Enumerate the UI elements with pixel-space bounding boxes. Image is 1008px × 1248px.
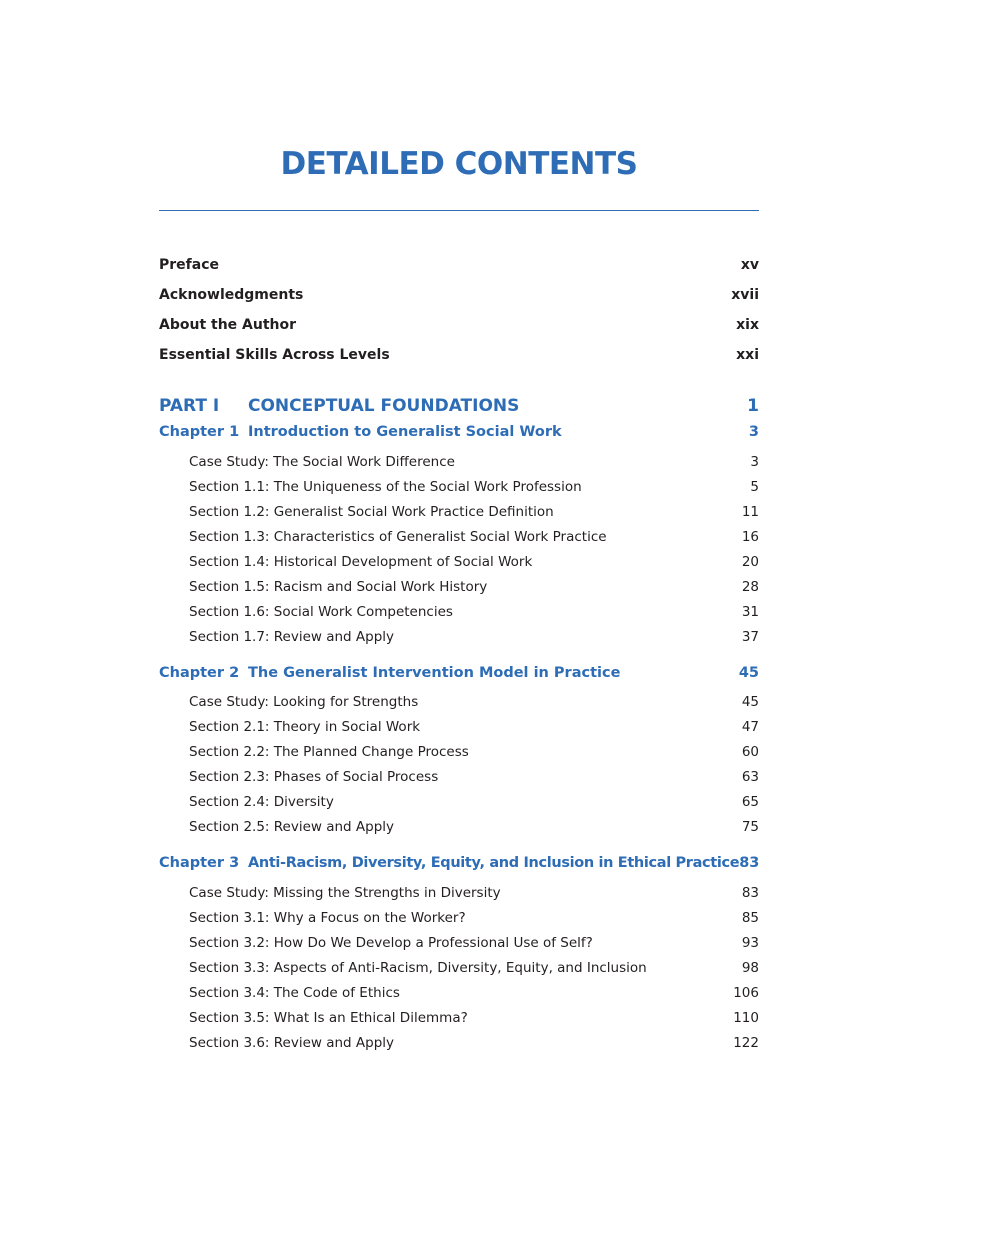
toc-chapter-2[interactable]: [159, 665, 759, 681]
toc-section[interactable]: [159, 769, 759, 785]
toc-section[interactable]: [159, 579, 759, 595]
toc-section[interactable]: [159, 985, 759, 1001]
toc-section[interactable]: [159, 454, 759, 470]
toc-section[interactable]: [159, 1010, 759, 1026]
section-title: Case Study: The Social Work Difference: [189, 454, 455, 470]
toc-section[interactable]: [159, 885, 759, 901]
entry-page: xxi: [736, 347, 759, 363]
section-page: 63: [741, 769, 759, 785]
section-page: 83: [741, 885, 759, 901]
toc-section[interactable]: [159, 629, 759, 645]
entry-title: About the Author: [159, 317, 297, 333]
toc-section[interactable]: [159, 910, 759, 926]
title-divider: [159, 210, 759, 211]
section-page: 106: [733, 985, 759, 1001]
section-page: 110: [733, 1010, 759, 1026]
page-title: DETAILED CONTENTS: [280, 146, 638, 182]
toc-section[interactable]: [159, 794, 759, 810]
section-page: 60: [741, 744, 759, 760]
toc-section[interactable]: [159, 1035, 759, 1051]
section-page: 93: [741, 935, 759, 951]
chapter-title: The Generalist Intervention Model in Practice: [248, 665, 621, 681]
section-title: Section 3.3: Aspects of Anti-Racism, Diversity, Equity, and Inclusion: [189, 960, 647, 976]
toc-section[interactable]: [159, 554, 759, 570]
section-title: Section 1.1: The Uniqueness of the Social Work Profession: [189, 479, 582, 495]
section-title: Section 1.2: Generalist Social Work Practice Definition: [189, 504, 554, 520]
toc-section[interactable]: [159, 604, 759, 620]
chapter-label: Chapter 2: [159, 665, 240, 681]
section-title: Section 2.4: Diversity: [189, 794, 334, 810]
section-title: Section 2.3: Phases of Social Process: [189, 769, 439, 785]
section-title: Section 2.5: Review and Apply: [189, 819, 395, 835]
part-page: 1: [747, 396, 759, 416]
section-page: 122: [733, 1035, 759, 1051]
section-title: Section 3.2: How Do We Develop a Professional Use of Self?: [189, 935, 593, 951]
chapter-title: Anti-Racism, Diversity, Equity, and Inclusion in Ethical Practice: [248, 855, 740, 871]
section-page: 28: [741, 579, 759, 595]
section-page: 65: [741, 794, 759, 810]
section-title: Section 1.3: Characteristics of Generalist Social Work Practice: [189, 529, 607, 545]
chapter-title: Introduction to Generalist Social Work: [248, 424, 562, 440]
section-title: Section 3.1: Why a Focus on the Worker?: [189, 910, 466, 926]
section-title: Section 3.5: What Is an Ethical Dilemma?: [189, 1010, 468, 1026]
part-title: CONCEPTUAL FOUNDATIONS: [248, 396, 520, 416]
entry-title: Acknowledgments: [159, 287, 304, 303]
entry-title: Essential Skills Across Levels: [159, 347, 390, 363]
toc-section[interactable]: [159, 935, 759, 951]
section-page: 3: [750, 454, 759, 470]
toc-chapter-3[interactable]: [159, 855, 759, 871]
section-title: Section 1.5: Racism and Social Work History: [189, 579, 488, 595]
toc-entry-acknowledgments[interactable]: [159, 287, 759, 303]
toc-section[interactable]: [159, 504, 759, 520]
toc-chapter-1[interactable]: [159, 424, 759, 440]
part-label: PART I: [159, 396, 220, 416]
section-title: Section 1.4: Historical Development of Social Work: [189, 554, 533, 570]
section-page: 47: [741, 719, 759, 735]
section-page: 11: [741, 504, 759, 520]
section-title: Section 2.2: The Planned Change Process: [189, 744, 469, 760]
section-page: 20: [741, 554, 759, 570]
toc-section[interactable]: [159, 819, 759, 835]
section-page: 85: [741, 910, 759, 926]
section-title: Section 1.6: Social Work Competencies: [189, 604, 453, 620]
section-title: Section 1.7: Review and Apply: [189, 629, 395, 645]
chapter-page: 3: [748, 424, 759, 440]
toc-section[interactable]: [159, 694, 759, 710]
section-title: Section 3.4: The Code of Ethics: [189, 985, 400, 1001]
toc-section[interactable]: [159, 744, 759, 760]
chapter-label: Chapter 3: [159, 855, 240, 871]
chapter-page: 83: [739, 855, 760, 871]
section-page: 31: [741, 604, 759, 620]
entry-title: Preface: [159, 257, 219, 273]
section-title: Section 2.1: Theory in Social Work: [189, 719, 421, 735]
chapter-label: Chapter 1: [159, 424, 240, 440]
chapter-page: 45: [738, 665, 759, 681]
entry-page: xv: [740, 257, 759, 273]
toc-section[interactable]: [159, 529, 759, 545]
toc-entry-preface[interactable]: [159, 257, 759, 273]
section-title: Section 3.6: Review and Apply: [189, 1035, 395, 1051]
toc-section[interactable]: [159, 960, 759, 976]
entry-page: xix: [736, 317, 759, 333]
toc-part-1[interactable]: [159, 396, 759, 416]
entry-page: xvii: [731, 287, 759, 303]
section-title: Case Study: Looking for Strengths: [189, 694, 419, 710]
section-page: 37: [741, 629, 759, 645]
section-title: Case Study: Missing the Strengths in Diversity: [189, 885, 501, 901]
toc-section[interactable]: [159, 719, 759, 735]
section-page: 45: [741, 694, 759, 710]
toc-entry-essential-skills[interactable]: [159, 347, 759, 363]
toc-section[interactable]: [159, 479, 759, 495]
toc-entry-about-author[interactable]: [159, 317, 759, 333]
section-page: 16: [741, 529, 759, 545]
section-page: 75: [741, 819, 759, 835]
section-page: 98: [741, 960, 759, 976]
section-page: 5: [750, 479, 759, 495]
